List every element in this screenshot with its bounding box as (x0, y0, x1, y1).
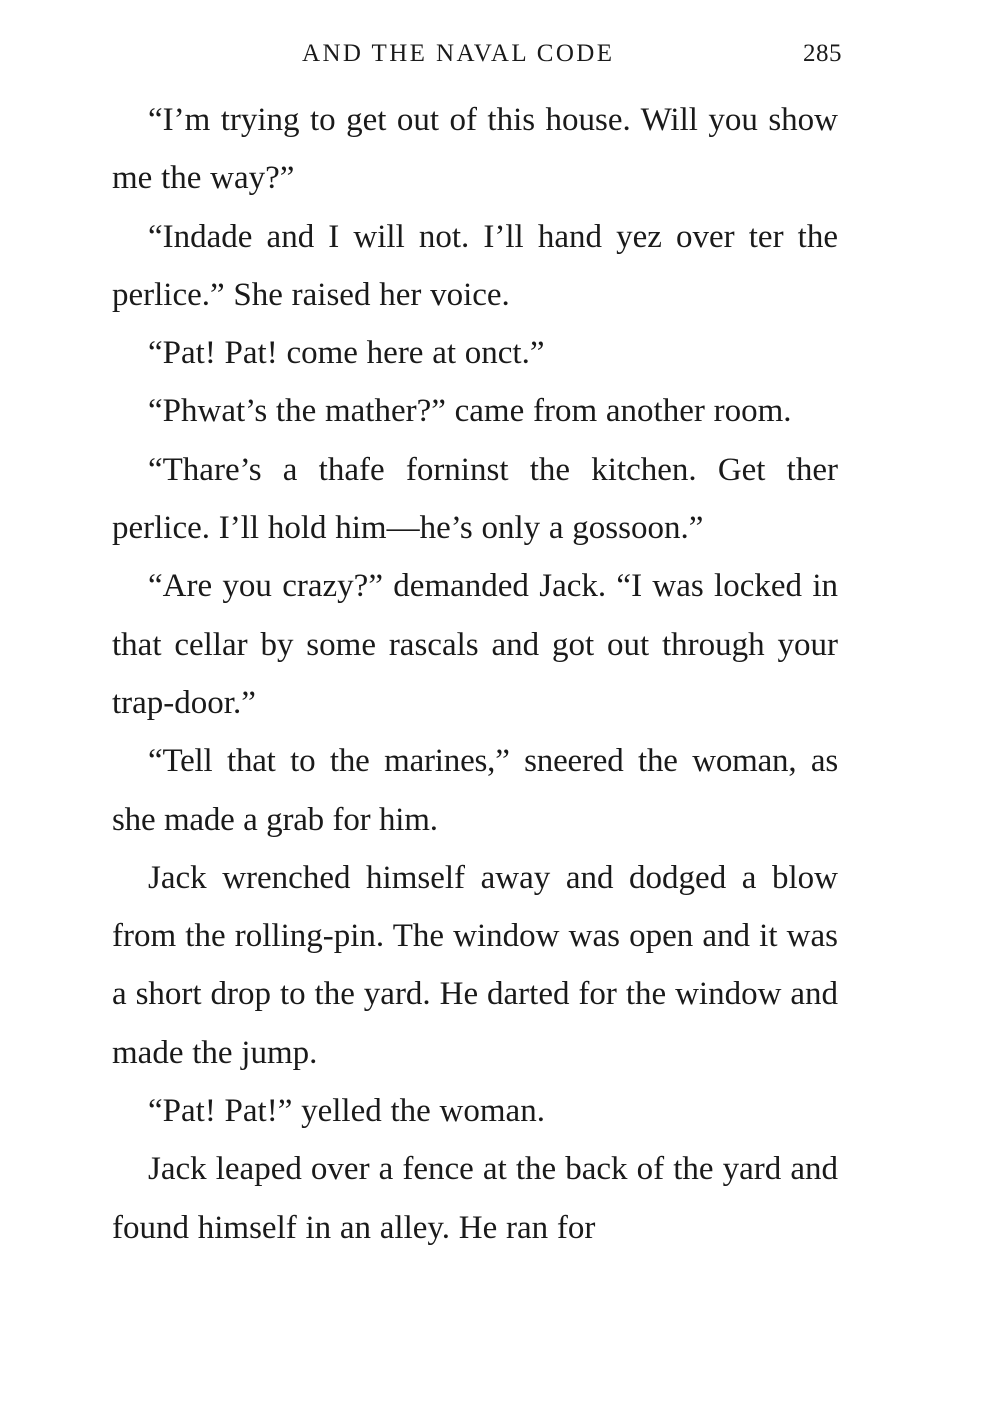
paragraph: “Indade and I will not. I’ll hand yez over ter the perlice.” She raised her voice. (112, 218, 838, 313)
paragraph: “Phwat’s the mather?” came from another room. (148, 393, 792, 430)
paragraph: “Thare’s a thafe forninst the kitchen. Get ther perlice. I’ll hold him—he’s only a gossoon.” (112, 451, 838, 547)
running-title: AND THE NAVAL CODE (302, 40, 615, 67)
paragraph: “Pat! Pat!” yelled the woman. (148, 1093, 545, 1130)
running-head (112, 40, 842, 80)
paragraph: Jack leaped over a fence at the back of the yard and found himself in an alley. He ran for (112, 1151, 838, 1246)
paragraph: “Tell that to the marines,” sneered the woman, as she made a grab for him. (112, 743, 838, 838)
page-number: 285 (803, 40, 842, 67)
paragraph: Jack wrenched himself away and dodged a blow from the rolling-pin. The window was open and it was a short drop to the yard. He darted for the window and made the jump. (112, 859, 838, 1071)
paragraph: “Pat! Pat! come here at onct.” (148, 335, 545, 372)
paragraph: “Are you crazy?” demanded Jack. “I was locked in that cellar by some rascals and got out through your trap-door.” (112, 568, 838, 721)
body-text (112, 91, 838, 1257)
paragraph: “I’m trying to get out of this house. Will you show me the way?” (112, 102, 838, 197)
